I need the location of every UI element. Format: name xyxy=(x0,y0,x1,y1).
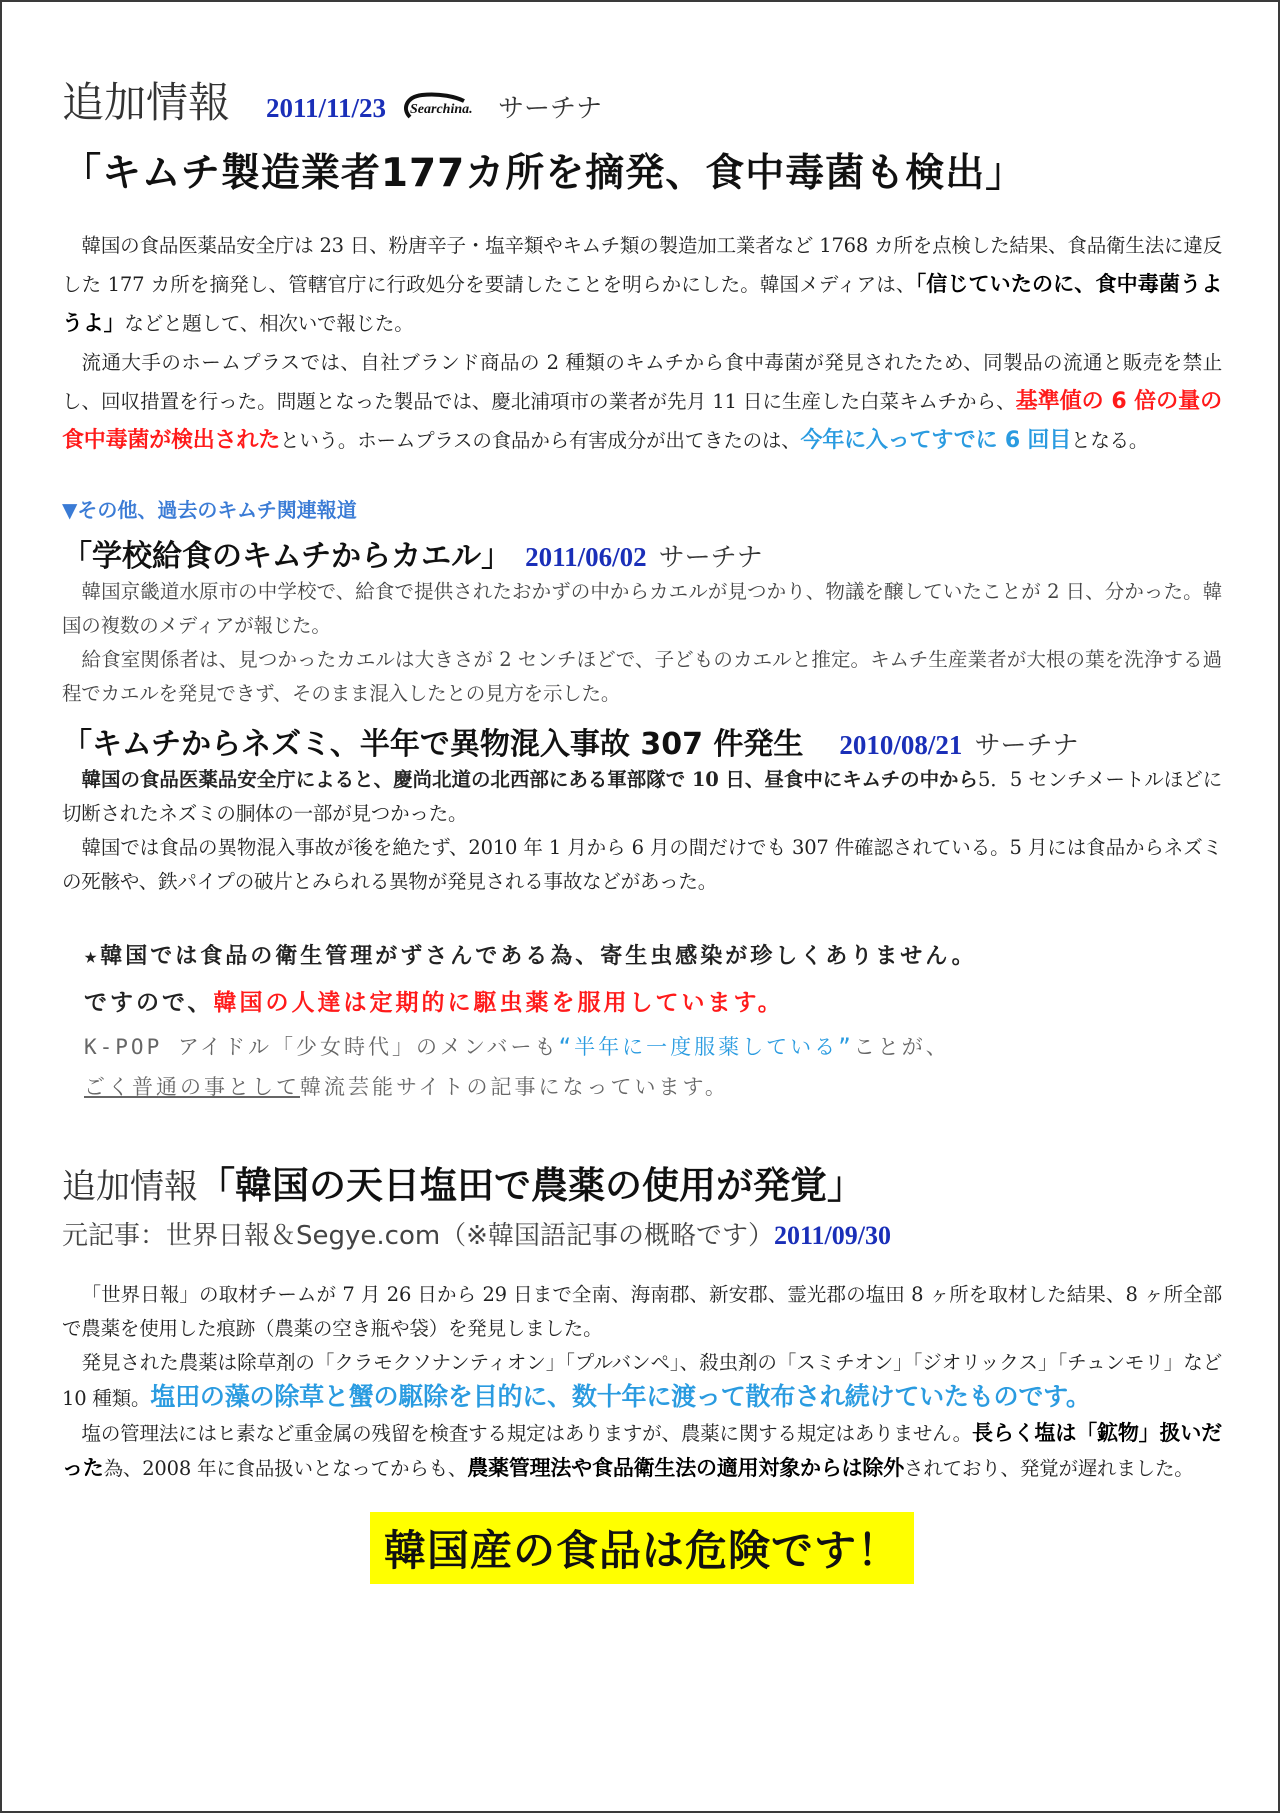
text-run: 韓国の食品医薬品安全庁は 23 日、粉唐辛子・塩辛類やキムチ類の製造加工業者など 1768 カ所を点検した結果、食品衛生法に違反した 177 カ所を摘発し、管轄官庁に行政処分を要請したことを明らかにした。韓国メディアは、 xyxy=(62,234,1222,296)
underlined-text: ごく普通の事として xyxy=(84,1075,300,1099)
news1-date: 2011/06/02 xyxy=(525,542,647,572)
text-run: ことが、 xyxy=(853,1035,950,1059)
note-line-4 xyxy=(84,1067,1222,1107)
section2-headline: 「韓国の天日塩田で農薬の使用が発覚」 xyxy=(198,1164,864,1207)
text-run: 5．5 センチメートルほどに切断されたネズミの胴体の一部が見つかった。 xyxy=(62,768,1223,825)
section2-header xyxy=(62,1155,1222,1209)
other-news-label: ▼その他、過去のキムチ関連報道 xyxy=(62,498,357,522)
emphasis-blue: 塩田の藻の除草と蟹の駆除を目的に、数十年に渡って散布され続けていたものです。 xyxy=(150,1382,1091,1411)
emphasis-red: 韓国の人達は定期的に駆虫薬を服用しています。 xyxy=(213,990,784,1016)
news1-title: 「学校給食のキムチからカエル」 xyxy=(62,539,512,574)
note-line-1: ★韓国では食品の衛生管理がずさんである為、寄生虫感染が珍しくありません。 xyxy=(84,944,977,969)
text-run: 塩の管理法にはヒ素など重金属の残留を検査する規定はありますが、農薬に関する規定はありません。 xyxy=(81,1422,973,1445)
section1-date: 2011/11/23 xyxy=(266,93,387,123)
section1-headline: 「キムチ製造業者177カ所を摘発、食中毒菌も検出」 xyxy=(62,151,1026,196)
section1-paragraph-1 xyxy=(62,226,1222,343)
bold-run: 農薬管理法や食品衛生法の適用対象からは除外 xyxy=(467,1456,905,1480)
emphasis-red: 基準値の 6 倍の量の食中毒菌が検出された xyxy=(62,389,1222,453)
news2-source: サーチナ xyxy=(974,731,1079,761)
news1-paragraph-2: 給食室関係者は、見つかったカエルは大きさが 2 センチほどで、子どものカエルと推定。キムチ生産業者が大根の葉を洗浄する過程でカエルを発見できず、そのまま混入したとの見方を示した。 xyxy=(62,648,1222,705)
news1-header xyxy=(62,531,1222,575)
searchina-logo-icon xyxy=(400,91,484,121)
news1-source: サーチナ xyxy=(658,543,763,573)
text-run: などと題して、相次いで報じた。 xyxy=(124,312,414,335)
note-block xyxy=(84,935,1222,1107)
text-run: 流通大手のホームプラスでは、自社ブランド商品の 2 種類のキムチから食中毒菌が発見されたため、同製品の流通と販売を禁止し、回収措置を行った。問題となった製品では、慶北浦項市の業者が先月 11 日に生産した白菜キムチから、 xyxy=(62,351,1222,413)
emphasis-quote: 「信じていたのに、食中毒菌うようよ」 xyxy=(62,272,1223,335)
section2-date: 2011/09/30 xyxy=(773,1221,891,1250)
news2-header xyxy=(62,719,1222,763)
text-run: という。ホームプラスの食品から有害成分が出てきたのは、 xyxy=(280,429,801,452)
text-run: ですので、 xyxy=(84,990,214,1016)
news1-body xyxy=(62,575,1222,711)
document-content xyxy=(62,70,1222,1584)
section1-paragraph-2 xyxy=(62,343,1222,460)
section2-paragraph-1: 「世界日報」の取材チームが 7 月 26 日から 29 日まで全南、海南郡、新安郡、霊光郡の塩田 8 ヶ所を取材した結果、8 ヶ所全部で農薬を使用した痕跡（農薬の空き瓶や袋）を発見しました。 xyxy=(62,1283,1222,1340)
text-run: されており、発覚が遅れました。 xyxy=(904,1457,1194,1480)
news2-paragraph-2: 韓国では食品の異物混入事故が後を絶たず、2010 年 1 月から 6 月の間だけでも 307 件確認されている。5 月には食品からネズミの死骸や、鉄パイプの破片とみられる異物が発見される事故などがあった。 xyxy=(62,836,1222,893)
note-line-2 xyxy=(84,979,1222,1027)
text-run: 韓流芸能サイトの記事になっています。 xyxy=(300,1075,729,1099)
warning-banner: 韓国産の食品は危険です！ xyxy=(370,1512,914,1584)
section1-label: 追加情報 xyxy=(62,78,231,127)
section1-header xyxy=(62,70,1222,130)
section2-label: 追加情報 xyxy=(62,1167,198,1207)
news1-paragraph-1: 韓国京畿道水原市の中学校で、給食で提供されたおかずの中からカエルが見つかり、物議を醸していたことが 2 日、分かった。韓国の複数のメディアが報じた。 xyxy=(62,580,1222,637)
source-text: 元記事：世界日報＆Segye.com（※韓国語記事の概略です） xyxy=(62,1221,774,1251)
emphasis-blue: 今年に入ってすでに 6 回目 xyxy=(800,428,1072,453)
text-run: 発見された農薬は除草剤の「クラモクソナンティオン」「プルバンペ」、殺虫剤の「スミチオン」「ジオリックス」「チュンモリ」など 10 種類。 xyxy=(62,1351,1222,1410)
bold-run: 韓国の食品医薬品安全庁によると、慶尚北道の北西部にある軍部隊で 10 日、昼食中にキムチの中から xyxy=(81,768,978,791)
text-run: K-POP アイドル「少女時代」のメンバーも xyxy=(84,1035,559,1059)
warning-wrap xyxy=(62,1512,1222,1584)
note-line-3 xyxy=(84,1027,1222,1067)
section2-source-line xyxy=(62,1215,1222,1252)
news2-date: 2010/08/21 xyxy=(839,730,963,760)
text-run: となる。 xyxy=(1071,429,1149,452)
section1-source: サーチナ xyxy=(498,94,603,124)
text-run: 為、2008 年に食品扱いとなってからも、 xyxy=(103,1457,468,1480)
emphasis-blue: “半年に一度服薬している” xyxy=(558,1035,854,1059)
section2-paragraph-3 xyxy=(62,1416,1222,1486)
logo-text: Searchina. xyxy=(410,102,473,117)
news2-title: 「キムチからネズミ、半年で異物混入事故 307 件発生 xyxy=(62,727,804,762)
bold-run: 長らく塩は「鉱物」扱いだった xyxy=(62,1421,1222,1480)
section2-paragraph-2 xyxy=(62,1346,1222,1416)
news2-paragraph-1 xyxy=(62,763,1222,831)
